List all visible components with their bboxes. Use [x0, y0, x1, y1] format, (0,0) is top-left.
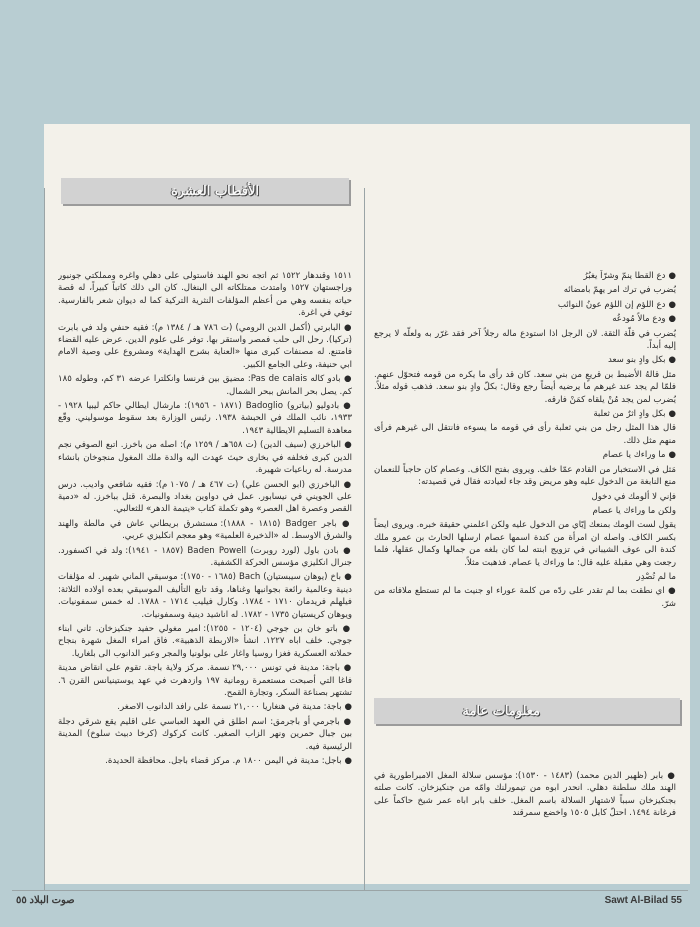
paragraph — [374, 505, 676, 517]
paragraph — [374, 354, 676, 366]
bullet-icon: ● — [340, 322, 352, 333]
paragraph-text: البابرتي (أكمل الدين الرومي) (ت ٧٨٦ هـ / ١٣٨٤ م): فقيه حنفي ولد في بابرت (تركيا). رحل الى حلب فمصر واستقر بها. توفر على علوم الدين. عرض عليه القضاء فامتنع. له مصنفات كبرى منها «العناية بشرح الهداية» ومشروع على وصية الامام ابي حنيفة، وعلى الجامع الكبير. — [58, 322, 352, 370]
proverbs-column — [374, 270, 676, 662]
bullet-icon: ● — [665, 450, 676, 461]
paragraph — [374, 313, 676, 325]
paragraph-text: باجل: مدينة في اليمن ١٨٠٠ م. مركز قضاء باجل. محافظة الحديدة. — [105, 756, 342, 767]
bullet-icon: ● — [665, 299, 676, 310]
paragraph — [374, 422, 676, 447]
bullet-icon: ● — [339, 401, 352, 412]
paragraph-text: دع القطا ينمّ وشرّاً يغبُرُ — [583, 271, 666, 281]
bullet-icon: ● — [340, 374, 352, 385]
paragraph — [58, 545, 352, 570]
right-section-banner — [374, 698, 680, 724]
paragraph-text: باجر Badger (١٨١٥ - ١٨٨٨): مستشرق بريطاني عاش في مالطة والهند والشرق الاوسط. له «الذخيرة العلمية» وهو معجم انكليزي عربي. — [58, 518, 352, 542]
paragraph — [374, 519, 676, 569]
footer-latin: Sawt Al-Bilad 55 — [604, 895, 682, 906]
paragraph — [58, 662, 352, 699]
bullet-icon: ● — [340, 572, 352, 583]
bullet-icon: ● — [341, 756, 352, 767]
paragraph-text: ودع مالاً مُودعُه — [612, 314, 666, 325]
paragraph-text: بادن باول (لورد روبرت) Baden Powell (١٨٥٧ - ١٩٤١): ولد في اكسفورد. جنرال انكليزي مؤسس الحركة الكشفية. — [58, 545, 352, 568]
paragraph — [58, 571, 352, 621]
paragraph — [374, 369, 676, 406]
paragraph-text: قال هذا المثل رجل من بني ثعلبة رأى في قومه ما يسوءه فانتقل الى غيرهم فرأى منهم مثل ذلك. — [374, 423, 676, 446]
paragraph — [374, 585, 676, 610]
paragraph-text: ما لم تُصْدِر — [636, 571, 676, 582]
paragraph-text: الباخرزي (سيف الدين) (ت ٦٥٨هـ / ١٢٥٩ م): اصله من باخرز. اتبع الصوفي نجم الدين كبرى فخلفه في بخارى حيث عهدت اليه والدة ملك المغول منجوخان بانشاء مدرسة. له رباعيات شهيرة. — [58, 440, 352, 476]
bullet-icon: ● — [338, 545, 352, 556]
paragraph — [374, 408, 676, 420]
paragraph-text: يُضرب في قلّة الثقة. لان الرجل اذا استودع ماله رجلاً آخر فقد غرّر به ولعلّه لا يرجع إليه أبداً. — [374, 328, 676, 352]
paragraph — [374, 284, 676, 296]
paragraph — [58, 439, 352, 476]
bullet-icon: ● — [339, 663, 352, 674]
paragraph-text: الباخرزي (ابو الحسن علي) (ت ٤٦٧ هـ / ١٠٧٥ م): فقيه شافعي واديب. درس على الجويني في نيسابور. عمل في دواوين بغداد والبصرة. قتل بباخرز. له «دمية القصر وعصرة اهل العصر» وهو تكملة كتاب «يتيمة الدهر» للثعالبي. — [58, 479, 352, 515]
frame-left-edge — [44, 188, 45, 890]
general-info-column — [374, 770, 676, 882]
paragraph — [58, 701, 352, 713]
paragraph-text: باخ (يوهان سيبستيان) Bach (١٦٨٥ - ١٧٥٠): موسيقي الماني شهير. له مؤلفات دينية وعالمية رائعة بجوانبها وغناها، وقد تابع التأليف الموسيقي بعده اولاده الثلاثة: فيلهلم فريدمان ١٧١٠ - ١٧٨٤. وكارل فيليب ١٧١٤ - ١٧٨٨. له خمس سمفونيات. ويوهان كريستيان ١٧٣٥ - ١٧٨٢. له اناشيد دينية وسمفونيات. — [58, 572, 352, 620]
bullet-icon: ● — [337, 623, 352, 634]
bullet-icon: ● — [665, 314, 676, 325]
paragraph-text: باجرمي أو باجرمق: اسم اطلق في العهد العباسي على اقليم يقع شرقي دجلة بين جبال حمرين ونهر الزاب الصغير. كانت كركوك (كرخا دبيث سلوخ) المدينة الرئيسية فيه. — [58, 716, 352, 752]
paragraph-text: بادو كاله Pas de calais: مضيق بين فرنسا وانكلترا عرضه ٣١ كم، وطوله ١٨٥ كم. يصل بحر المانش ببحر الشمال. — [58, 374, 352, 397]
paragraph-text: فإني لا ألومك في دخول — [591, 491, 676, 502]
bullet-icon: ● — [336, 518, 352, 529]
right-section-title: معلومات عامة — [462, 703, 540, 719]
paragraph — [374, 770, 676, 820]
paragraph-text: مَثل في الاستخبار من القادم عمّا خلف. ويروى بفتح الكاف. وعصام كان حاجباً للنعمان منع النابغة من الدخول عليه وهو مريض وقد جاء لعيادته فقال في قصيدته: — [374, 464, 676, 488]
bullet-icon: ● — [665, 271, 676, 281]
paragraph — [58, 755, 352, 767]
paragraph-text: بكل وادٍ بنو سعد — [608, 355, 666, 366]
paragraph-text: مثل قالهُ الأضبط بن قريعٍ من بني سعد. كان قد رأى ما يكره من قومه فتحوّل عنهم. فلمّا لم يجد عند غيرهم ما يرضيه أيضاً رجع وقال: بكلّ وادٍ بنو سعد. فذهب قوله مثلاً. يُضرب لمن يجد مُنْ يلقاه كمَنْ فارقه. — [374, 369, 676, 405]
bullet-icon: ● — [339, 716, 352, 727]
paragraph-text: بادوليو (بياترو) Badoglio (١٨٧١ - ١٩٥٦): مارشال ايطالي حاكم ليبيا ١٩٢٨ - ١٩٣٣، نائب الملك في الحبشة ١٩٣٨. رئيس الوزارة بعد سقوط موسوليني. وقّع معاهدة التسليم الايطالية ١٩٤٣. — [58, 401, 352, 436]
paragraph — [374, 328, 676, 353]
paragraph-text: ما وراءك يا عصام — [602, 450, 666, 461]
paragraph — [374, 299, 676, 311]
left-article-column — [58, 270, 352, 892]
paragraph — [374, 464, 676, 489]
footer-arabic: صوت البلاد ٥٥ — [16, 895, 75, 906]
column-divider — [364, 188, 365, 890]
bullet-icon: ● — [664, 586, 676, 597]
bullet-icon: ● — [341, 702, 352, 713]
paragraph — [58, 270, 352, 320]
left-section-title: الأقطاب العشرة — [170, 183, 259, 199]
paragraph — [374, 449, 676, 461]
paragraph — [58, 373, 352, 398]
paragraph-text: باتو خان بن جوجي (١٢٠٤ - ١٢٥٥): امير مغولي حفيد جنكيزخان. ثاني ابناء جوجي. خلف اباه ١٢٢٧. انشأ «الاربطة الذهبية». فاق امراء المغل شهرة بنجاح حملاته العسكرية فغزا روسيا واغار على بولونيا والمجر وعبر الدانوب الى بلغاريا. — [58, 623, 352, 659]
paragraph-text: اي نطقت بما لم تقدر على ردّه من كلمة عوراء او جنيت ما لم تستطع ملافاته من شرّ. — [374, 586, 676, 609]
paragraph — [58, 716, 352, 753]
left-section-banner — [61, 178, 349, 204]
paragraph — [374, 571, 676, 583]
paragraph-text: ١٥١١ وقندهار ١٥٢٢ ثم اتجه نحو الهند فاستولى على دهلي واغره ومملكتي جونبور وراجستهان ١٥٢٧ وامتدت ممتلكاته الى البنغال. كان الى ذلك كاتباً كبيراً، له قصة حياته بنفسه وهي من أعظم المؤلفات النثرية التركية كما له ديوان شعر بالفارسية. توفي في اغرة. — [58, 271, 352, 319]
paragraph-text: يُضرب في ترك امر يهمّ بامضائه — [563, 285, 676, 296]
paragraph-text: باجة: مدينة في هنغاريا ٢١,٠٠٠ نسمة على رافد الدانوب الاصغر. — [117, 702, 342, 713]
paragraph — [58, 623, 352, 660]
paragraph-text: ولكن ما وراءك يا عصام — [592, 505, 676, 516]
bullet-icon: ● — [665, 355, 676, 366]
paragraph — [374, 270, 676, 282]
footer-rule — [12, 890, 688, 891]
bullet-icon: ● — [339, 479, 352, 490]
paragraph-text: بكل وادٍ اثرٌ من ثعلبة — [593, 409, 666, 420]
paragraph-text: بابر (ظهير الدين محمد) (١٤٨٣ - ١٥٣٠): مؤسس سلالة المغل الامبراطورية في الهند ملك سلطنة دهلي. انحدر ابوه من تيمورلنك وامّه من جنكيزخان. كانت صلته بجنكيزخان سبباً لاشتهار السلالة باسم المغل. خلف بابر اباه عمر شيخ حاكماً على فرغانة ١٤٩٤. احتلّ كابل ١٥٠٥ واخضع سمرقند — [374, 771, 676, 819]
paragraph-text: باجة: مدينة في تونس ٢٩,٠٠٠ نسمة. مركز ولاية باجة. تقوم على انقاض مدينة فاغا التي أصبحت مستعمرة رومانية ١٩٧ وازدهرت في عهد يوستينيانس القرن ٦. تشتهر بصناعة السكر، وتجارة القمح. — [58, 663, 352, 698]
bullet-icon: ● — [340, 440, 352, 451]
paragraph — [58, 322, 352, 372]
paragraph — [58, 518, 352, 543]
bullet-icon: ● — [663, 771, 676, 781]
paragraph — [374, 491, 676, 503]
paragraph — [58, 479, 352, 516]
paragraph — [58, 400, 352, 437]
paragraph-text: يقول لست الومك بمنعك إيّاي من الدخول عليه ولكن اعلمني حقيقة خبره. ويروى ايضاً بكسر الكاف. واصله ان امرأة من كندة اسمها عصام ارسلها الحارث بن عمرو ملك كندة الى عوف الشيباني في تزويج ابنته لما كان بلغه من جمالها وكمال عقلها، فلما رجعت وهي مقبلة عليه قال: ما وراءك يا عصام. فذهبت مثلاً. — [374, 520, 676, 568]
bullet-icon: ● — [665, 409, 676, 420]
paragraph-text: دع اللؤم إن اللؤم عونُ النوائب — [557, 299, 666, 310]
